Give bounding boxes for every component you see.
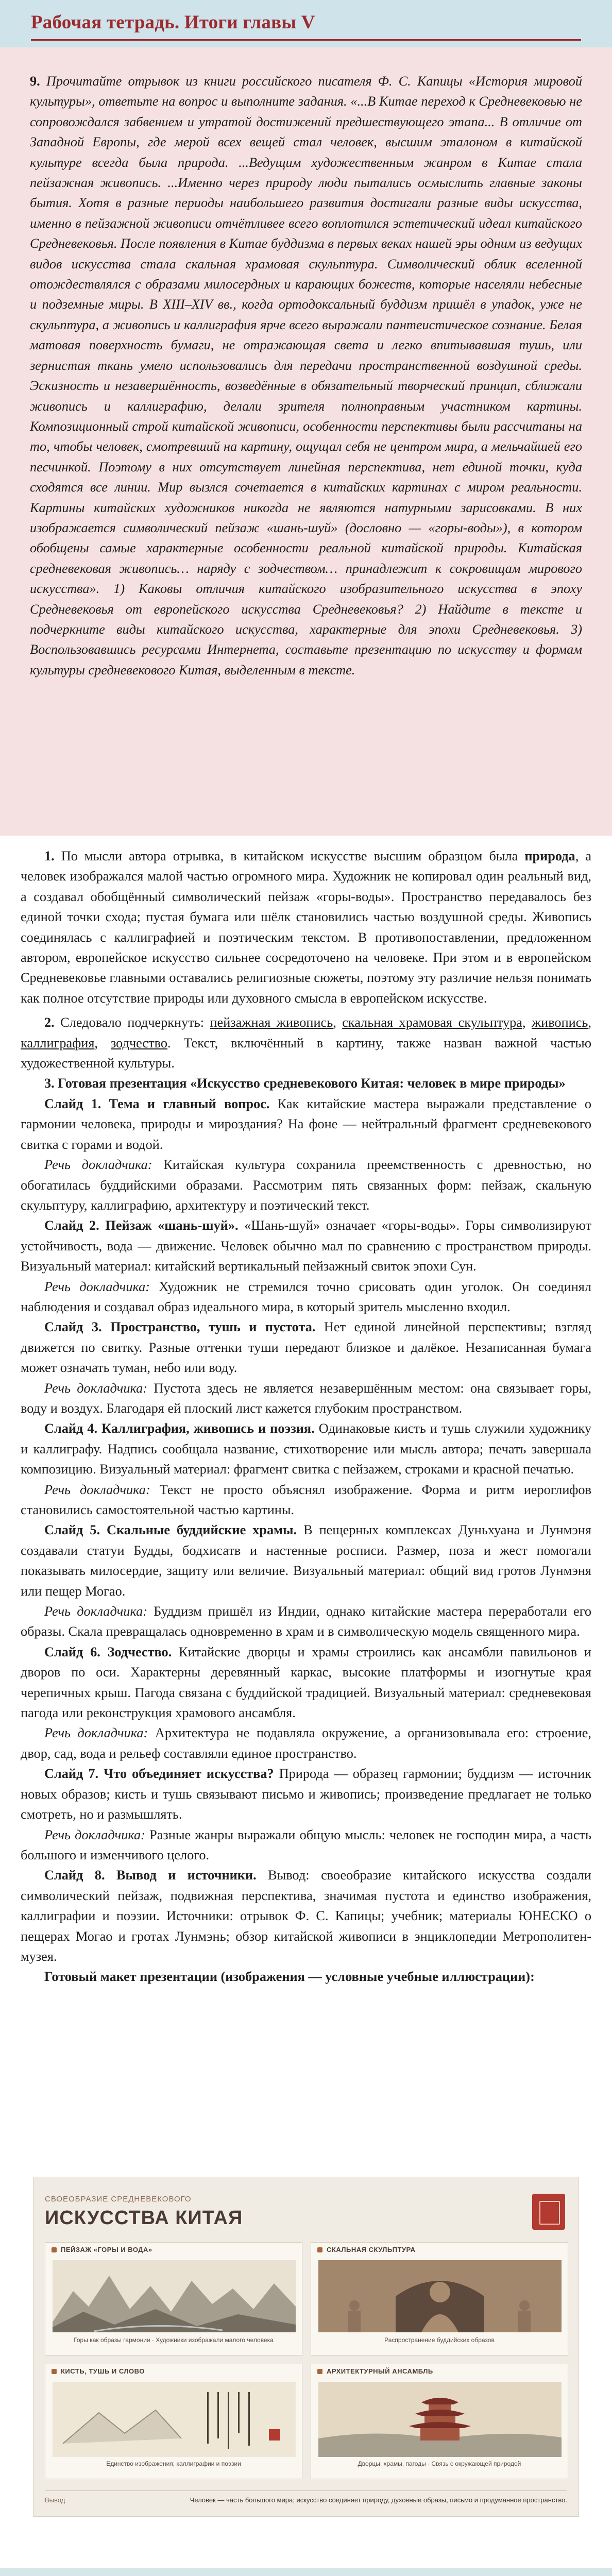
header-divider (31, 39, 581, 41)
slide-heading: Слайд 2. Пейзаж «шань-шуй». (44, 1218, 239, 1233)
speech-text: Разные жанры выражали общую мысль: человек не господин мира, а часть большого и изменчивого целого. (21, 1827, 591, 1862)
slide-1 (21, 1094, 591, 1155)
slide-text: Одинаковые кисть и тушь служили художнику и каллиграфу. Надпись сообщала название, стихотворение или мысль автора; печать завершала композицию. Визуальный материал: фрагмент свитка с пейзажем, строками и красной печатью. (21, 1421, 591, 1477)
mockup-footer-text: Человек — часть большого мира; искусство соединяет природу, духовные образы, письмо и продуманное пространство. (190, 2496, 567, 2504)
speech-label: Речь докладчика: (44, 1827, 145, 1842)
slide-8 (21, 1865, 591, 1967)
slide-heading: Слайд 7. Что объединяет искусства? (44, 1766, 274, 1782)
calligraphy-scroll-icon (53, 2382, 296, 2457)
card-heading: КИСТЬ, ТУШЬ И СЛОВО (45, 2364, 302, 2380)
slide-text: Нет единой линейной перспективы; взгляд движется по свитку. Разные оттенки туши передают близкое и далёкое. Незаписанная бумага может означать туман, небо или воду. (21, 1319, 592, 1376)
mockup-heading: Готовый макет презентации (изображения — условные учебные иллюстрации): (44, 1969, 535, 1985)
answer-1-number: 1. (44, 849, 55, 863)
comment-box (0, 2568, 612, 2576)
slide-2-speech (21, 1277, 591, 1317)
task-block (0, 47, 612, 836)
answer-1 (21, 846, 591, 1008)
mockup-card-architecture (311, 2364, 568, 2479)
answer-block (0, 846, 612, 1987)
answer-2-pre: Следовало подчеркнуть: (60, 1015, 210, 1030)
card-heading: АРХИТЕКТУРНЫЙ АНСАМБЛЬ (311, 2364, 568, 2380)
slide-text: В пещерных комплексах Дуньхуана и Лунмэня создавали статуи Будды, бодхисатв и настенные росписи. Размер, поза и жест помогали показывать милосердие, защиту или величие. Визуальный материал: общий вид гротов Лунмэня или пещер Могао. (21, 1522, 592, 1599)
slide-text: Китайские дворцы и храмы строились как ансамбли павильонов и дворов по оси. Характерны деревянный каркас, высокие платформы и изогнутые края черепичных крыш. Пагода связана с буддийской традицией. Визуальный материал: средневековая пагода или реконструкция храмового ансамбля. (21, 1644, 591, 1721)
slide-heading: Слайд 3. Пространство, тушь и пустота. (44, 1319, 316, 1335)
speech-text: Пустота здесь не является незавершённым местом: она связывает горы, воду и воздух. Благодаря ей плоский лист кажется глубоким пространством. (21, 1380, 591, 1416)
answer-1-pre: По мысли автора отрывка, в китайском искусстве высшим образцом была (61, 849, 525, 863)
slide-heading: Слайд 8. Вывод и источники. (44, 1868, 257, 1883)
slide-4-speech (21, 1480, 591, 1520)
slide-3 (21, 1317, 591, 1378)
underlined-term: пейзажная живопись (210, 1015, 333, 1030)
speech-label: Речь докладчика: (44, 1604, 148, 1619)
slide-heading: Слайд 4. Каллиграфия, живопись и поэзия. (44, 1421, 315, 1436)
mockup-card-landscape (45, 2242, 302, 2355)
card-heading: СКАЛЬНАЯ СКУЛЬПТУРА (311, 2243, 568, 2258)
answer-2: 2. Следовало подчеркнуть: пейзажная живопись, скальная храмовая скульптура, живопись, каллиграфия, зодчество. Текст, включённый в картину, также назван важной частью художественной культуры. (21, 1015, 591, 1071)
mockup-card-calligraphy (45, 2364, 302, 2479)
page-title: Рабочая тетрадь. Итоги главы V (31, 12, 315, 33)
speech-text: Текст не просто объяснял изображение. Форма и ритм иероглифов становились самостоятельной частью картины. (21, 1482, 591, 1517)
speech-label: Речь докладчика: (44, 1380, 148, 1396)
answer-2-number: 2. (44, 1015, 55, 1030)
mockup-title: ИСКУССТВА КИТАЯ (45, 2207, 243, 2229)
slide-7-speech (21, 1825, 591, 1866)
task-number: 9. (30, 74, 40, 89)
presentation-mockup-area (0, 2177, 612, 2527)
slide-3-speech (21, 1378, 591, 1419)
card-caption: Горы как образы гармонии · Художники изображали малого человека (74, 2336, 274, 2344)
slide-text: Как китайские мастера выражали представление о гармонии человека, природы и мироздания? На фоне — нейтральный фрагмент средневекового свитка с горами и водой. (21, 1096, 591, 1152)
answer-3-heading: 3. Готовая презентация «Искусство средневекового Китая: человек в мире природы» (44, 1076, 566, 1091)
speech-text: Художник не стремился точно срисовать один уголок. Он соединял наблюдения и создавал образ идеального мира, в который зритель мысленно входил. (21, 1279, 591, 1314)
card-caption: Единство изображения, каллиграфии и поэзии (106, 2460, 241, 2467)
answer-1-keyword: природа (524, 849, 575, 863)
slide-7 (21, 1764, 591, 1824)
mockup-footer (45, 2490, 567, 2509)
cave-sculpture-icon (318, 2260, 562, 2332)
slide-1-speech (21, 1155, 591, 1215)
mockup-subtitle: СВОЕОБРАЗИЕ СРЕДНЕВЕКОВОГО (45, 2195, 192, 2204)
mockup-card-sculpture (311, 2242, 568, 2355)
speech-label: Речь докладчика: (44, 1279, 150, 1294)
slide-text: Природа — образец гармонии; буддизм — источник новых образов; кисть и тушь связывают письмо и живопись; произведение предлагает не только смотреть, но и размышлять. (21, 1766, 591, 1822)
slide-4 (21, 1418, 591, 1479)
landscape-painting-icon (53, 2260, 296, 2332)
card-caption: Распространение буддийских образов (384, 2336, 495, 2344)
slide-heading: Слайд 6. Зодчество. (44, 1644, 172, 1659)
slide-5-speech (21, 1601, 591, 1642)
pagoda-icon (318, 2382, 562, 2457)
card-caption: Дворцы, храмы, пагоды · Связь с окружающей природой (358, 2460, 521, 2467)
page-header (0, 0, 612, 47)
underlined-term: зодчество (110, 1035, 168, 1050)
slide-6-speech (21, 1723, 591, 1764)
slide-text: Вывод: своеобразие китайского искусства создали символический пейзаж, подвижная перспектива, значимая пустота и единство изображения, каллиграфии и поэзии. Источники: отрывок Ф. С. Капицы; учебник; материалы ЮНЕСКО о пещерах Могао и гротах Лунмэнь; обзор китайской живописи в энциклопедии Метрополитен-музея. (21, 1868, 591, 1964)
slide-6 (21, 1642, 591, 1723)
mockup-footer-label: Вывод (45, 2496, 65, 2504)
speech-label: Речь докладчика: (44, 1157, 152, 1173)
seal-icon (532, 2194, 565, 2230)
slide-heading: Слайд 5. Скальные буддийские храмы. (44, 1522, 297, 1538)
speech-label: Речь докладчика: (44, 1482, 150, 1497)
task-text: Прочитайте отрывок из книги российского писателя Ф. С. Капицы «История мировой культуры», ответьте на вопрос и выполните задания. «...В Китае переход к Средневековью не сопровождался забвением и утратой достижений предшествующего этапа... В отличие от Западной Европы, где мерой всех вещей стал человек, высшим эталоном в китайской культуре всегда была природа. ...Ведущим художественным жанром в Китае стала пейзажная живопись. ...Именно через природу люди пытались осмыслить главные законы бытия. Хотя в разные периоды наибольшего развития достигали разные виды искусства, именно в пейзажной живописи отчётливее всего воплотился эстетический идеал китайского Средневековья. После появления в Китае буддизма в первых веках нашей эры одним из ведущих видов искусства стала скальная храмовая скульптура. Символический облик вселенной отождествлялся с образами милосердных и карающих божеств, которые населяли небесные и подземные миры. В XIII–XIV вв., когда ортодоксальный буддизм пришёл в упадок, уже не скульптура, а живопись и каллиграфия ярче всего выражали пантеистическое сознание. Белая матовая поверхность бумаги, не отражающая света и легко впитывавшая тушь, или зернистая ткань умело использовались для передачи пространственной воздушной среды. Эскизность и незавершённость, возведённые в обязательный творческий принцип, сближали живопись и каллиграфию, делали зрителя полноправным участником картины. Композиционный строй китайской живописи, особенности перспективы были рассчитаны на то, чтобы человек, смотревший на картину, ощущал себя не центром мира, а мельчайшей его песчинкой. Поэтому в них отсутствует линейная перспектива, нет единой точки, куда сходятся все линии. Мир вызлся сочетается в китайских картинах с миром реальности. Картины китайских художников никогда не являются натурными зарисовками. В них изображается символический пейзаж «шань-шуй» (дословно — «горы-воды»), в котором обобщены самые характерные особенности реальной китайской природы. Китайская средневековая живопись… наряду с зодчеством… принадлежит к сокровищам мирового искусства». 1) Каковы отличия китайского изобразительного искусства в эпоху Средневековья от европейского искусства Средневековья? 2) Найдите в тексте и подчеркните виды китайского искусства, характерные для эпохи Средневековья. 3) Воспользовавшись ресурсами Интернета, составьте презентацию по искусству и формам культуры средневекового Китая, выделенным в тексте. (30, 74, 583, 677)
speech-text: Буддизм пришёл из Индии, однако китайские мастера переработали его образы. Скала превращалась одновременно в храм и в символическую модель священного мира. (21, 1604, 591, 1639)
slide-5 (21, 1520, 591, 1601)
presentation-mockup (33, 2177, 579, 2517)
underlined-term: живопись (531, 1015, 588, 1030)
slide-2 (21, 1215, 591, 1276)
speech-text: Архитектура не подавляла окружение, а организовывала его: строение, двор, сад, вода и рельеф составляли единое пространство. (21, 1725, 591, 1761)
speech-label: Речь докладчика: (44, 1725, 148, 1741)
card-heading: ПЕЙЗАЖ «ГОРЫ И ВОДА» (45, 2243, 302, 2258)
underlined-term: каллиграфия (21, 1035, 95, 1050)
slides-list (21, 1094, 591, 1967)
answer-2-post: . Текст, включённый в картину, также назван важной частью художественной культуры. (21, 1035, 591, 1071)
answer-1-text: , а человек изображался малой частью огромного мира. Художник не копировал один реальный вид, а создавал обобщённый символический пейзаж «горы-воды». Пространство передавалось без единой точки схода; пустая бумага или шёлк становились частью воздушной среды. Живопись соединялась с каллиграфией и поэтическим текстом. В противопоставлении, предложенном автором, европейское искусство сильнее сосредоточено на человеке. При этом и в европейском Средневековье главными оставались религиозные сюжеты, поэтому эту различие нельзя понимать как полное отсутствие природы или духовного смысла в европейском искусстве. (21, 849, 591, 1006)
underlined-term: скальная храмовая скульптура (342, 1015, 522, 1030)
speech-text: Китайская культура сохранила преемственность с древностью, но обогатилась буддийскими образами. Рассмотрим пять связанных форм: пейзаж, скальную скульптуру, каллиграфию, архитектуру и поэтический текст. (21, 1157, 591, 1213)
slide-heading: Слайд 1. Тема и главный вопрос. (44, 1096, 270, 1111)
slide-text: «Шань-шуй» означает «горы-воды». Горы символизируют устойчивость, вода — движение. Человек обычно мал по сравнению с пространством природы. Визуальный материал: китайский вертикальный пейзажный свиток эпохи Сун. (21, 1218, 591, 1274)
